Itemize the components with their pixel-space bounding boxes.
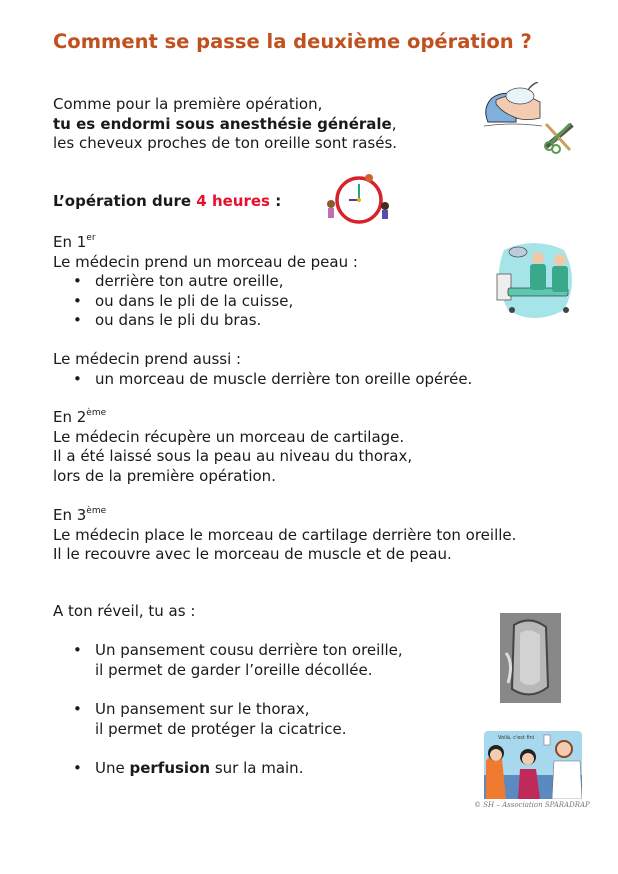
step-3-label: En 3 bbox=[53, 506, 87, 524]
surgeons-operating-room-icon bbox=[494, 240, 576, 320]
infusion-caption: Voilà, c'est fini bbox=[498, 735, 535, 741]
step-2-label: En 2 bbox=[53, 408, 87, 426]
page-title: Comment se passe la deuxième opération ? bbox=[53, 30, 532, 53]
step-3-line: Il le recouvre avec le morceau de muscle et de peau. bbox=[53, 545, 452, 563]
ear-dressing-photo bbox=[500, 613, 561, 703]
list-item: • derrière ton autre oreille, bbox=[53, 272, 358, 292]
step-2-line: Il a été laissé sous la peau au niveau du thorax, bbox=[53, 447, 413, 465]
step-2-sup: ème bbox=[86, 408, 107, 418]
step-3-sup: ème bbox=[86, 506, 107, 516]
duration-prefix: L’opération dure bbox=[53, 192, 197, 210]
skin-source-list bbox=[53, 272, 358, 331]
list-item bbox=[53, 641, 403, 680]
step-2-line: lors de la première opération. bbox=[53, 466, 276, 485]
wake-item-3-suffix: sur la main. bbox=[210, 759, 304, 777]
step-1-also bbox=[53, 350, 472, 389]
anesthesia-mask-icon bbox=[482, 82, 544, 128]
step-1-sup: er bbox=[86, 233, 96, 243]
intro-line-1: Comme pour la première opération, bbox=[53, 95, 323, 113]
image-credit: © SH – Association SPARADRAP bbox=[474, 801, 590, 809]
step-2-heading bbox=[53, 408, 412, 428]
intro-line-2 bbox=[53, 115, 397, 135]
step-3-heading bbox=[53, 506, 516, 526]
perfusion-emphasis: perfusion bbox=[129, 759, 211, 777]
list-item: • ou dans le pli du bras. bbox=[53, 311, 358, 331]
wake-list-2 bbox=[53, 700, 347, 739]
step-1-label: En 1 bbox=[53, 233, 87, 251]
wake-list-3 bbox=[53, 759, 303, 779]
intro-line-2-tail: , bbox=[391, 114, 397, 133]
step-1-also-text: Le médecin prend aussi : bbox=[53, 350, 242, 368]
wake-list bbox=[53, 641, 403, 680]
wake-intro: A ton réveil, tu as : bbox=[53, 602, 196, 620]
child-infusion-illustration bbox=[484, 731, 582, 799]
wake-item-2-line-1: • Un pansement sur le thorax, bbox=[95, 700, 310, 718]
comb-scissors-icon bbox=[540, 120, 576, 154]
wake-item-3-prefix: Une bbox=[95, 759, 130, 777]
intro-paragraph bbox=[53, 95, 397, 154]
step-3 bbox=[53, 506, 516, 565]
step-2-line: Le médecin récupère un morceau de cartilage. bbox=[53, 427, 405, 446]
step-1-text: Le médecin prend un morceau de peau : bbox=[53, 252, 358, 271]
list-item: • un morceau de muscle derrière ton oreille opérée. bbox=[53, 370, 472, 390]
list-item bbox=[53, 759, 303, 779]
intro-line-3: les cheveux proches de ton oreille sont rasés. bbox=[53, 134, 398, 152]
duration-suffix: : bbox=[269, 192, 282, 210]
step-1-heading bbox=[53, 233, 358, 253]
anesthesia-emphasis: tu es endormi sous anesthésie générale bbox=[53, 114, 392, 133]
step-2 bbox=[53, 408, 412, 486]
list-item bbox=[53, 700, 347, 739]
muscle-list bbox=[53, 370, 472, 390]
step-3-line: Le médecin place le morceau de cartilage derrière ton oreille. bbox=[53, 525, 517, 544]
duration-line bbox=[53, 192, 281, 212]
wake-item-2-line-2: il permet de protéger la cicatrice. bbox=[95, 719, 347, 738]
duration-highlight: 4 heures bbox=[196, 192, 270, 210]
wake-item-1-line-2: il permet de garder l’oreille décollée. bbox=[95, 660, 373, 679]
step-1 bbox=[53, 233, 358, 331]
clock-children-icon bbox=[325, 174, 393, 226]
list-item: • ou dans le pli de la cuisse, bbox=[53, 292, 358, 312]
wake-item-1-line-1: • Un pansement cousu derrière ton oreille, bbox=[95, 641, 403, 659]
